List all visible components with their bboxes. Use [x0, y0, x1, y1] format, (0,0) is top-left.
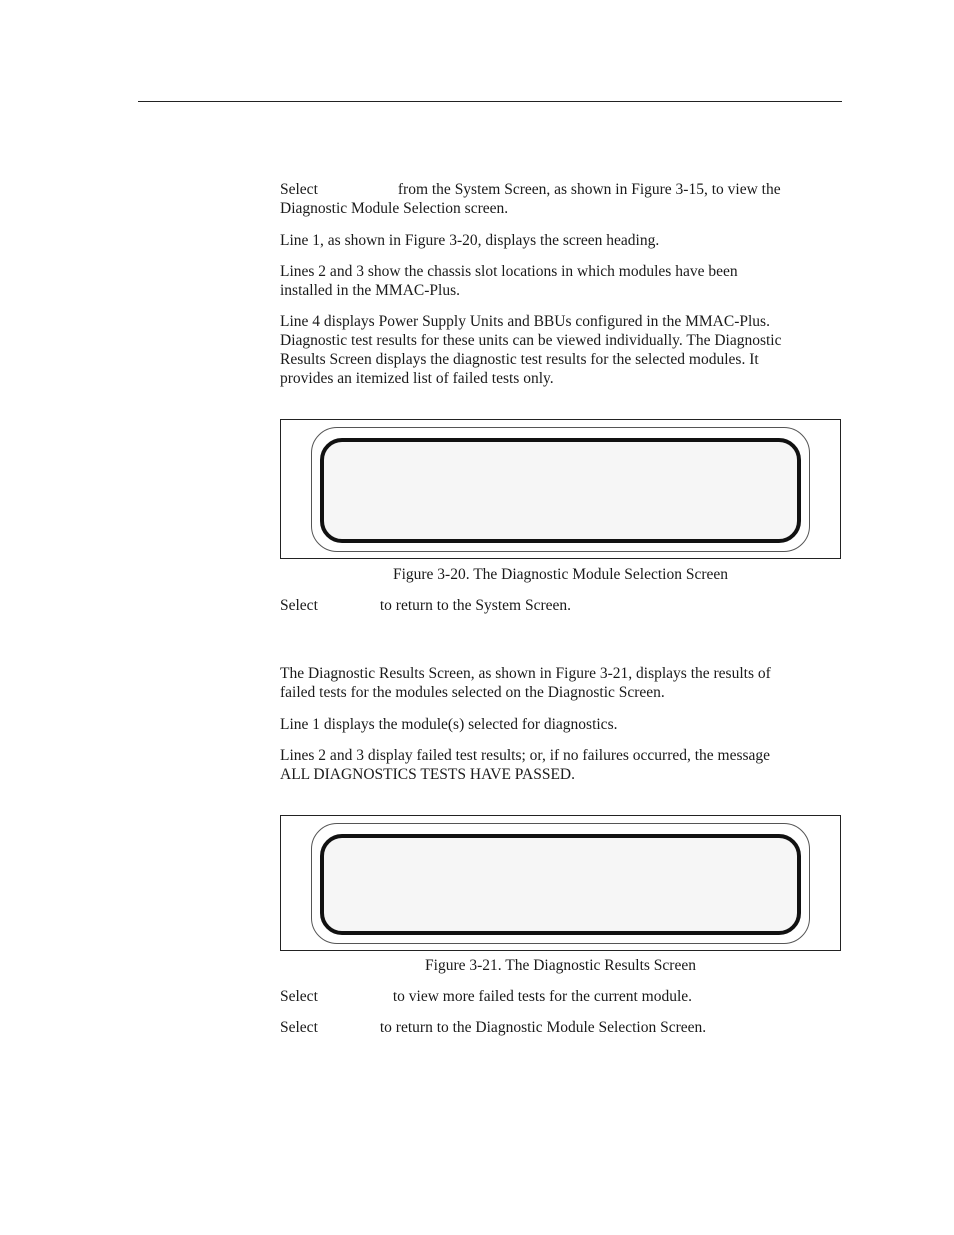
figure-caption: Figure 3-20. The Diagnostic Module Selection Screen — [392, 566, 729, 583]
paragraph-text: provides an itemized list of failed tests only. — [280, 370, 554, 387]
paragraph-select-next — [280, 987, 845, 1006]
paragraph-text: Lines 2 and 3 show the chassis slot locations in which modules have been — [280, 263, 738, 280]
lcd-bezel — [311, 823, 810, 944]
paragraph-text: to return to the System Screen. — [379, 597, 571, 614]
paragraph-text: Line 4 displays Power Supply Units and BBUs configured in the MMAC-Plus. — [280, 313, 770, 330]
select-word: Select — [280, 1019, 318, 1036]
lcd-screen — [320, 438, 801, 543]
paragraph-text: installed in the MMAC-Plus. — [280, 282, 460, 299]
paragraph-line1 — [280, 231, 845, 250]
paragraph-text: to view more failed tests for the current module. — [392, 988, 693, 1005]
select-word: Select — [280, 597, 318, 614]
select-word: Select — [280, 988, 318, 1005]
paragraph-select-return — [280, 596, 845, 615]
figure-caption: Figure 3-21. The Diagnostic Results Screen — [425, 957, 696, 974]
paragraph-text: from the System Screen, as shown in Figure 3-15, to view the — [397, 181, 781, 198]
paragraph-text: ALL DIAGNOSTICS TESTS HAVE PASSED. — [280, 766, 575, 783]
lcd-bezel — [311, 427, 810, 552]
paragraph-text: Line 1, as shown in Figure 3-20, displays the screen heading. — [280, 232, 660, 249]
paragraph-lines2-3 — [280, 262, 845, 300]
figure-3-20-box — [280, 419, 841, 559]
paragraph-text: Lines 2 and 3 display failed test results; or, if no failures occurred, the message — [280, 747, 771, 764]
paragraph-text: Line 1 displays the module(s) selected for diagnostics. — [280, 716, 618, 733]
paragraph-text: Results Screen displays the diagnostic test results for the selected modules. It — [280, 351, 759, 368]
paragraph-results-intro — [280, 664, 845, 702]
paragraph-text: Diagnostic test results for these units can be viewed individually. The Diagnostic — [280, 332, 782, 349]
paragraph-text: The Diagnostic Results Screen, as shown in Figure 3-21, displays the results of — [280, 665, 771, 682]
figure-3-21-box — [280, 815, 841, 951]
header-rule — [138, 101, 842, 102]
paragraph-text: to return to the Diagnostic Module Selection Screen. — [379, 1019, 707, 1036]
paragraph-text: failed tests for the modules selected on the Diagnostic Screen. — [280, 684, 665, 701]
paragraph-select-back — [280, 1018, 845, 1037]
paragraph-select-diagnostics — [280, 180, 845, 218]
paragraph-results-line1 — [280, 715, 845, 734]
lcd-screen — [320, 834, 801, 935]
select-word: Select — [280, 181, 318, 198]
paragraph-results-lines2-3 — [280, 746, 845, 784]
paragraph-text: Diagnostic Module Selection screen. — [280, 200, 509, 217]
paragraph-line4 — [280, 312, 845, 388]
